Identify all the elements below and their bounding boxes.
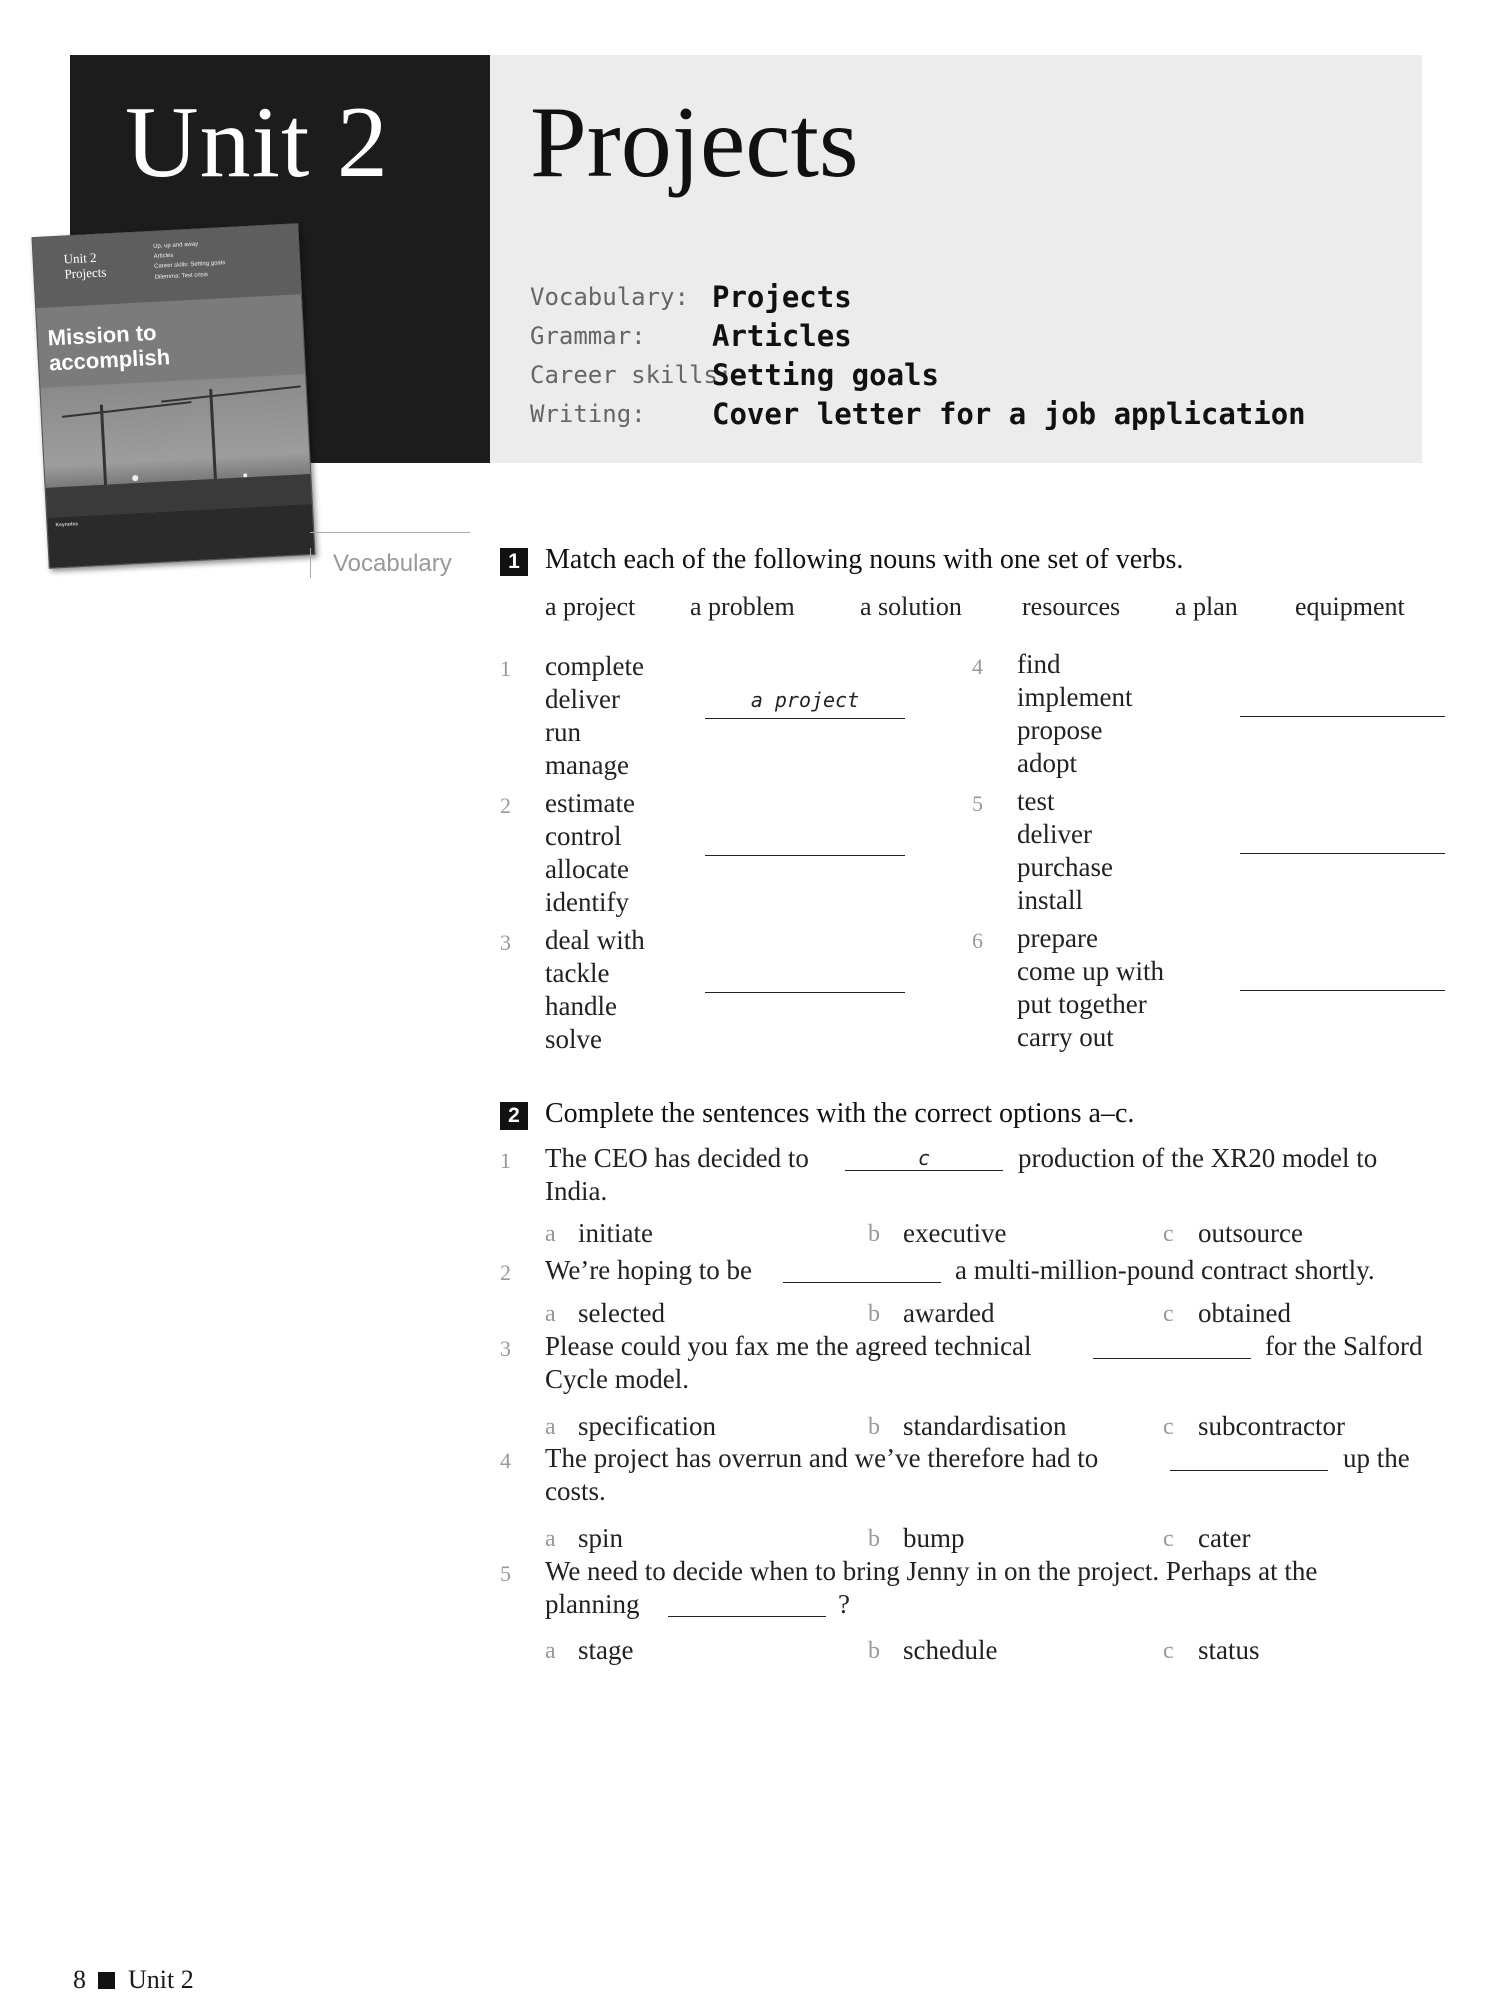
item-number: 1 <box>500 656 511 681</box>
option-letter: a <box>545 1414 556 1440</box>
word-box-noun: equipment <box>1295 592 1405 621</box>
cover-headline <box>47 315 249 376</box>
course-book-cover <box>31 223 315 569</box>
verb-item: control <box>545 821 622 851</box>
answer-blank <box>668 1616 826 1617</box>
verb-item: implement <box>1017 682 1133 712</box>
exercise-2-instruction: Complete the sentences with the correct options a–c. <box>545 1098 1135 1129</box>
option-text: obtained <box>1198 1298 1291 1328</box>
sentence-text: a multi-million-pound contract shortly. <box>955 1255 1375 1285</box>
sentence-text: India. <box>545 1176 608 1206</box>
verb-item: prepare <box>1017 923 1098 953</box>
option-text: schedule <box>903 1635 998 1665</box>
sentence-text: We need to decide when to bring Jenny in on the project. Perhaps at the <box>545 1556 1318 1586</box>
cover-crane-photo <box>40 374 311 518</box>
sentence-text: production of the XR20 model to <box>1018 1143 1378 1173</box>
item-number: 2 <box>500 1260 511 1285</box>
sentence-text: costs. <box>545 1476 606 1506</box>
footer-square-icon <box>98 1972 115 1989</box>
sentence-text: The CEO has decided to <box>545 1143 809 1173</box>
footer-unit-label: Unit 2 <box>128 1965 194 1994</box>
verb-item: solve <box>545 1024 602 1054</box>
word-box-noun: a plan <box>1175 592 1238 621</box>
answer-blank <box>1093 1358 1251 1359</box>
verb-item: handle <box>545 991 617 1021</box>
sentence-text: The project has overrun and we’ve therefore had to <box>545 1443 1099 1473</box>
verb-item: identify <box>545 887 629 917</box>
item-number: 4 <box>500 1448 511 1473</box>
answer-blank <box>783 1282 941 1283</box>
margin-tab-line <box>310 548 311 578</box>
verb-item: tackle <box>545 958 610 988</box>
verb-item: run <box>545 717 581 747</box>
option-text: subcontractor <box>1198 1411 1345 1441</box>
option-text: bump <box>903 1523 965 1553</box>
exercise-1-instruction: Match each of the following nouns with one set of verbs. <box>545 544 1184 575</box>
exercise-1-number: 1 <box>500 548 528 576</box>
info-label: Writing: <box>530 400 646 428</box>
option-letter: b <box>868 1638 880 1664</box>
verb-item: find <box>1017 649 1061 679</box>
cover-headline-line: Mission to <box>47 319 158 351</box>
verb-item: deliver <box>545 684 620 714</box>
item-number: 5 <box>972 791 983 816</box>
item-number: 3 <box>500 1336 511 1361</box>
exercise-2-number: 2 <box>500 1102 528 1130</box>
item-number: 2 <box>500 793 511 818</box>
margin-rule <box>310 532 470 533</box>
option-letter: b <box>868 1221 880 1247</box>
answer-blank <box>1240 716 1445 717</box>
item-number: 3 <box>500 930 511 955</box>
option-text: selected <box>578 1298 665 1328</box>
option-letter: b <box>868 1526 880 1552</box>
option-letter: a <box>545 1638 556 1664</box>
cover-toc-item: Articles <box>153 253 174 261</box>
verb-item: install <box>1017 885 1083 915</box>
sentence-text: up the <box>1343 1443 1410 1473</box>
cover-unit-label <box>63 250 106 282</box>
verb-item: propose <box>1017 715 1103 745</box>
option-text: outsource <box>1198 1218 1303 1248</box>
info-value: Projects <box>712 280 852 314</box>
cover-unit-topic: Projects <box>64 264 107 282</box>
verb-item: adopt <box>1017 748 1077 778</box>
option-letter: a <box>545 1301 556 1327</box>
answer-blank <box>705 992 905 993</box>
option-letter: c <box>1163 1526 1174 1552</box>
verb-item: come up with <box>1017 956 1164 986</box>
option-text: spin <box>578 1523 624 1553</box>
verb-item: put together <box>1017 989 1147 1019</box>
verb-item: allocate <box>545 854 629 884</box>
handwritten-answer: c <box>917 1146 931 1170</box>
cover-toc-item: Dilemma: Test crisis <box>154 271 209 281</box>
word-box-noun: a solution <box>860 592 962 621</box>
info-value: Cover letter for a job application <box>712 397 1306 431</box>
option-text: executive <box>903 1218 1007 1248</box>
verb-item: complete <box>545 651 644 681</box>
sentence-text: for the Salford <box>1265 1331 1423 1361</box>
item-number: 6 <box>972 928 983 953</box>
cover-unit-line: Unit 2 <box>63 249 97 267</box>
answer-blank <box>1170 1470 1328 1471</box>
answer-blank <box>845 1170 1003 1171</box>
option-letter: c <box>1163 1638 1174 1664</box>
option-letter: b <box>868 1414 880 1440</box>
answer-blank <box>1240 990 1445 991</box>
item-number: 4 <box>972 654 983 679</box>
sentence-text: Please could you fax me the agreed technical <box>545 1331 1032 1361</box>
verb-item: test <box>1017 786 1055 816</box>
option-text: status <box>1198 1635 1260 1665</box>
cover-headline-line: accomplish <box>48 344 171 376</box>
item-number: 5 <box>500 1561 511 1586</box>
answer-blank <box>705 718 905 719</box>
section-title: Projects <box>530 86 859 199</box>
unit-title: Unit 2 <box>125 86 389 199</box>
answer-blank <box>1240 853 1445 854</box>
word-box-noun: resources <box>1022 592 1121 621</box>
option-letter: c <box>1163 1301 1174 1327</box>
cover-toc-item: Up, up and away <box>153 241 199 250</box>
answer-blank <box>705 855 905 856</box>
option-text: cater <box>1198 1523 1251 1553</box>
option-letter: c <box>1163 1414 1174 1440</box>
option-text: awarded <box>903 1298 995 1328</box>
verb-item: manage <box>545 750 629 780</box>
cover-keynotes-title: Keynotes <box>55 521 79 529</box>
word-box-noun: a problem <box>690 592 795 621</box>
sentence-text: Cycle model. <box>545 1364 689 1394</box>
option-letter: a <box>545 1221 556 1247</box>
info-label: Career skills: <box>530 361 733 389</box>
page-number: 8 <box>73 1965 86 1994</box>
sentence-text: ? <box>838 1589 850 1619</box>
word-box-noun: a project <box>545 592 636 621</box>
cover-toc-item: Career skills: Setting goals <box>154 260 226 271</box>
info-label: Grammar: <box>530 322 646 350</box>
verb-item: deliver <box>1017 819 1092 849</box>
info-value: Setting goals <box>712 358 939 392</box>
option-text: initiate <box>578 1218 653 1248</box>
option-letter: b <box>868 1301 880 1327</box>
info-label: Vocabulary: <box>530 283 689 311</box>
sentence-text: We’re hoping to be <box>545 1255 753 1285</box>
option-text: stage <box>578 1635 634 1665</box>
crane-silhouette-icon <box>40 374 311 518</box>
sentence-text: planning <box>545 1589 640 1619</box>
verb-item: deal with <box>545 925 645 955</box>
item-number: 1 <box>500 1148 511 1173</box>
info-value: Articles <box>712 319 852 353</box>
verb-item: estimate <box>545 788 635 818</box>
option-letter: c <box>1163 1221 1174 1247</box>
option-text: standardisation <box>903 1411 1067 1441</box>
section-margin-label: Vocabulary <box>333 550 452 577</box>
verb-item: purchase <box>1017 852 1113 882</box>
handwritten-answer: a project <box>750 688 860 712</box>
verb-item: carry out <box>1017 1022 1114 1052</box>
option-text: specification <box>578 1411 716 1441</box>
option-letter: a <box>545 1526 556 1552</box>
cover-contents <box>153 235 295 283</box>
